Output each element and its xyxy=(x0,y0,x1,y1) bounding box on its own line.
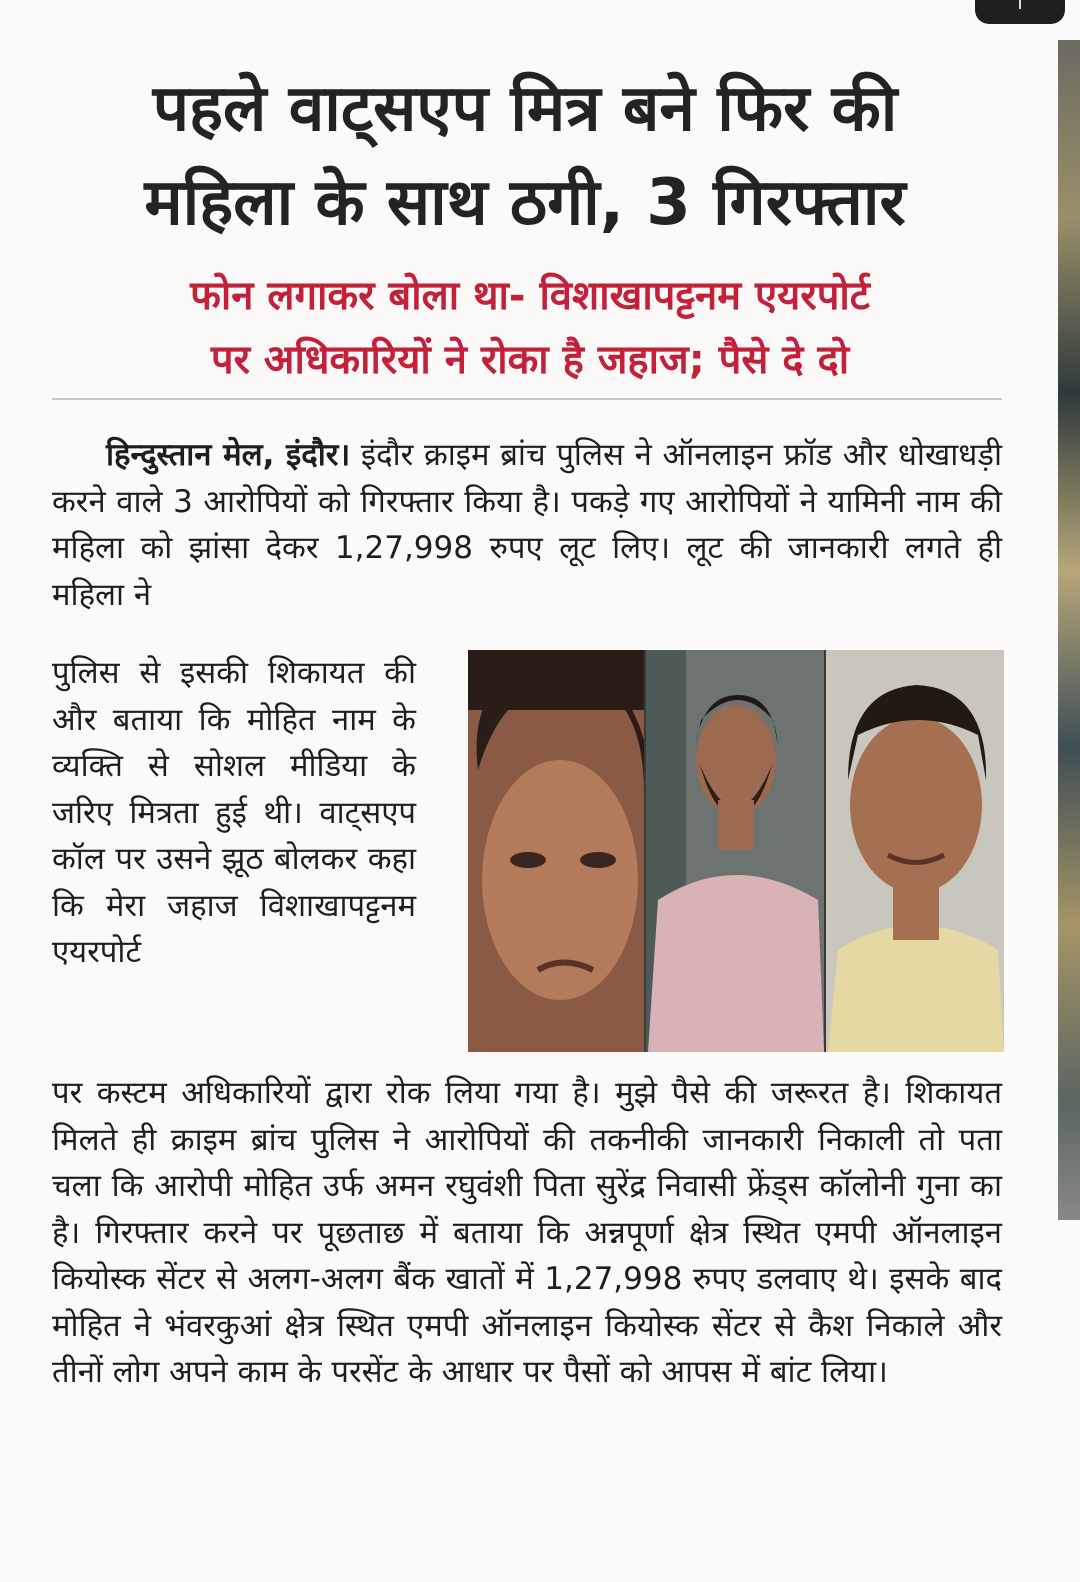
photo-3-shirt xyxy=(828,925,1004,1052)
photo-2-shirt xyxy=(648,875,824,1052)
headline-line-1: पहले वाट्सएप मित्र बने फिर की xyxy=(152,72,898,146)
subheadline-line-2: पर अधिकारियों ने रोका है जहाज; पैसे दे दो xyxy=(210,337,850,383)
article-column-paragraph: पुलिस से इसकी शिकायत की और बताया कि मोहित नाम के व्यक्ति से सोशल मीडिया के जरिए मित्रता हुई थी। वाट्सएप कॉल पर उसने झूठ बोलकर कहा कि मेरा जहाज विशाखापट्टनम एयरपोर्ट xyxy=(52,655,416,970)
accused-photos xyxy=(468,650,1004,1052)
subheadline-line-1: फोन लगाकर बोला था- विशाखापट्टनम एयरपोर्ट xyxy=(190,273,870,319)
window-tab xyxy=(975,0,1065,24)
divider-rule xyxy=(52,398,1002,400)
photo-2-face xyxy=(696,705,776,815)
photo-1-eye-right xyxy=(580,852,616,868)
article-rest-paragraph: पर कस्टम अधिकारियों द्वारा रोक लिया गया है। मुझे पैसे की जरूरत है। शिकायत मिलते ही क्राइम ब्रांच पुलिस ने आरोपियों की तकनीकी जानकारी निकाली तो पता चला कि आरोपी मोहित उर्फ अमन रघुवंशी पिता सुरेंद्र निवासी फ्रेंड्स कॉलोनी गुना का है। गिरफ्तार करने पर पूछताछ में बताया कि अन्नपूर्णा क्षेत्र स्थित एमपी ऑनलाइन कियोस्क सेंटर से अलग-अलग बैंक खातों में 1,27,998 रुपए डलवाए थे। इसके बाद मोहित ने भंवरकुआं क्षेत्र स्थित एमपी ऑनलाइन कियोस्क सेंटर से कैश निकाले और तीनों लोग अपने काम के परसेंट के आधार पर पैसों को आपस में बांट लिया। xyxy=(52,1075,1002,1390)
photo-3-neck xyxy=(893,880,939,940)
headline xyxy=(30,62,1020,250)
photo-3-face xyxy=(850,717,982,893)
article-intro-paragraph xyxy=(52,432,1002,618)
photo-1-hair-top xyxy=(468,650,644,710)
dateline: हिन्दुस्तान मेल, इंदौर। xyxy=(106,437,351,473)
adjacent-page-edge xyxy=(1058,40,1080,1220)
intro-text: इंदौर क्राइम ब्रांच पुलिस ने ऑनलाइन फ्रॉड और धोखाधड़ी करने वाले 3 आरोपियों को गिरफ्तार किया है। पकड़े गए आरोपियों ने यामिनी नाम की महिला को झांसा देकर 1,27,998 रुपए लूट लिए। लूट की जानकारी लगते ही महिला ने xyxy=(52,437,1002,613)
photo-1-eye-left xyxy=(510,852,546,868)
photo-2-neck xyxy=(718,800,754,850)
accused-photo-collage xyxy=(468,650,1004,1052)
headline-line-2: महिला के साथ ठगी, 3 गिरफ्तार xyxy=(144,166,906,240)
subheadline xyxy=(40,264,1020,392)
